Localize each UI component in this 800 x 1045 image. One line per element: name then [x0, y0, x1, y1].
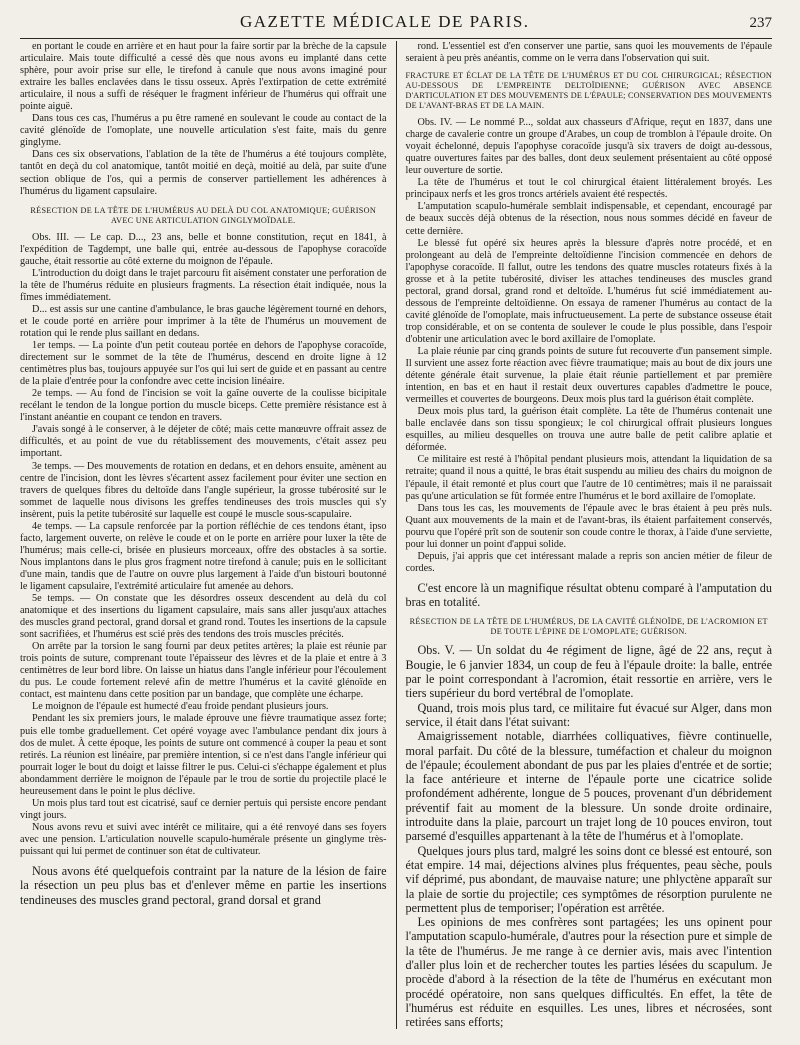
page-number: 237: [749, 15, 772, 31]
section-heading: FRACTURE ET ÉCLAT DE LA TÊTE DE L'HUMÉRUS ET DU COL CHIRURGICAL; RÉSECTION AU-DESSOUS DE L'EMPREINTE DELTOÏDIENNE; GUÉRISON AVEC ABSENCE D'ARTICULATION ET DES MOUVEMENTS DE L'ÉPAULE; CONSERVATION DES MOUVEMENTS DE L'AVANT-BRAS ET DE LA MAIN.: [405, 71, 772, 111]
paragraph: Ce militaire est resté à l'hôpital pendant plusieurs mois, attendant la liquidation de sa retraite; quand il nous a quitté, le bras était suspendu au milieu des chairs du moignon de l'épaule, il était remonté et plus court que l'autre de 10 centimètres; mais il ne paraissait pas qu'une articulation se fût formée entre l'humérus et le bord axillaire de l'omoplate.: [405, 454, 772, 502]
paragraph: Depuis, j'ai appris que cet intéressant malade a repris son ancien métier de fileur de cordes.: [405, 550, 772, 574]
paragraph: Obs. V. — Un soldat du 4e régiment de ligne, âgé de 22 ans, reçut à Bougie, le 6 janvier 1834, un coup de feu à l'épaule droite: la balle, entrée par le point correspondant à l'acromion, était ressortie en arrière, vers le tiers supérieur du bord vertébral de l'omoplate.: [405, 643, 772, 701]
paragraph: J'avais songé à le conserver, à le déjeter de côté; mais cette manœuvre offrait assez de difficultés, et au point de vue du rétablissement des mouvements, c'était assez peu important.: [20, 424, 387, 460]
paragraph: C'est encore là un magnifique résultat obtenu comparé à l'amputation du bras en totalité.: [405, 580, 772, 610]
paragraph: Dans ces six observations, l'ablation de la tête de l'humérus a été toujours complète, tantôt en deçà du col anatomique, tantôt moitié en deçà, moitié au delà, par suite d'une section oblique de l'os, qui a permis de conserver partiellement les adhérences à l'humérus du ligament capsulaire.: [20, 149, 387, 197]
paragraph: 4e temps. — La capsule renforcée par la portion réfléchie de ces tendons étant, ipso facto, largement ouverte, on relève le coude et on le porte en arrière pour luxer la tête de l'humérus; mais celle-ci, brisée en plusieurs morceaux, offre des obstacles à sa sortie. Nous implantons dans le plus gros fragment notre tirefond à canule; puis en le sollicitant d'une main, tandis que de l'autre on ouvre plus largement à l'aide d'un bistouri boutonné le ligament capsulaire, l'extrémité articulaire fut amenée au dehors.: [20, 520, 387, 592]
paragraph: L'introduction du doigt dans le trajet parcouru fit aisément constater une perforation de la tête de l'humérus réduite en plusieurs fragments. La résection était indiquée, nous la fîmes immédiatement.: [20, 267, 387, 303]
paragraph: Quelques jours plus tard, malgré les soins dont ce blessé est entouré, son état empire. 14 mai, déjections alvines plus fréquentes, peau sèche, pouls vif déprimé, pus abondant, de mauvaise nature; une phlyctène apparaît sur la plaie de sortie du projectile; ces symptômes de résorption purulente ne permettent plus de temporiser; l'opération est arrêtée.: [405, 843, 772, 915]
paragraph: L'amputation scapulo-humérale semblait indispensable, et cependant, encouragé par de beaux succès déjà obtenus de la résection, nous nous sommes décidé en faveur de cette dernière.: [405, 201, 772, 237]
paragraph: Deux mois plus tard, la guérison était complète. La tête de l'humérus contenait une balle enclavée dans son tissu spongieux; le col chirurgical offrait plusieurs longues esquilles, au milieu desquelles on trouva une autre balle de petit calibre aplatie et déformée.: [405, 406, 772, 454]
paragraph: Un mois plus tard tout est cicatrisé, sauf ce dernier pertuis qui persiste encore pendant vingt jours.: [20, 797, 387, 821]
paragraph: Obs. IV. — Le nommé P..., soldat aux chasseurs d'Afrique, reçut en 1837, dans une charge de cavalerie contre un groupe d'Arabes, un coup de tromblon à l'épaule droite. On voyait échelonné, depuis l'apophyse coracoïde jusqu'à six travers de doigt au-dessous, quatre ouvertures faites par des balles, dont deux seulement présentaient au côté opposé leur ouverture de sortie.: [405, 117, 772, 177]
paragraph: Quand, trois mois plus tard, ce militaire fut évacué sur Alger, dans mon service, il était dans l'état suivant:: [405, 700, 772, 729]
paragraph: 2e temps. — Au fond de l'incision se voit la gaîne ouverte de la coulisse bicipitale recélant le tendon de la longue portion du muscle biceps. Cette première résistance est à l'instant anéantie en coupant ce tendon en travers.: [20, 388, 387, 424]
paragraph: 3e temps. — Des mouvements de rotation en dedans, et en dehors ensuite, amènent au centre de l'incision, dont les lèvres s'écartent assez facilement pour éviter une section en travers de quelques fibres du deltoïde dans l'angle supérieur, la grosse tubérosité sur le sommet de laquelle nous divisons les greffes tendineuses des trois muscles qui s'y insèrent, puis la petite tubérosité sur laquelle est coupé le muscle sous-scapulaire.: [20, 460, 387, 520]
paragraph: en portant le coude en arrière et en haut pour la faire sortir par la brèche de la capsule articulaire. Mais toute difficulté a cessé dès que nous avons eu implanté dans cette sphère, pour avoir prise sur elle, le tirefond à canule que nous avons imaginé pour extraire les balles enclavées dans le tissu osseux. Après l'extirpation de cette extrémité articulaire, il nous a suffi de réséquer le fragment inférieur de l'humérus qui offrait une pointe aiguë.: [20, 41, 387, 113]
right-column: [396, 41, 773, 1029]
paragraph: La tête de l'humérus et tout le col chirurgical étaient littéralement broyés. Les principaux nerfs et les gros troncs artériels avaient été respectés.: [405, 177, 772, 201]
left-column: [20, 41, 396, 1029]
paragraph: rond. L'essentiel est d'en conserver une partie, sans quoi les mouvements de l'épaule seraient à peu près anéantis, comme on le verra dans l'observation qui suit.: [405, 41, 772, 65]
paragraph: Nous avons revu et suivi avec intérêt ce militaire, qui a été renvoyé dans ses foyers avec une pension. L'articulation nouvelle scapulo-humérale présente un ginglyme très-puissant qui lui permet de continuer son état de cultivateur.: [20, 821, 387, 857]
paragraph: Nous avons été quelquefois contraint par la nature de la lésion de faire la résection un peu plus bas et d'enlever même en partie les insertions tendineuses des muscles grand pectoral, grand dorsal et grand: [20, 864, 387, 907]
paragraph: Amaigrissement notable, diarrhées colliquatives, fièvre continuelle, moral parfait. Du côté de la blessure, tuméfaction et chaleur du moignon de l'épaule; écoulement abondant de pus par les plaies d'entrée et de sortie; la face antérieure et interne de l'épaule porte une cicatrice solide profondément adhérente, longue de 5 pouces, provenant d'un débridement préventif fait au moment de la blessure. Un sonde droite ordinaire, introduite dans la plaie, parcourt un trajet long de 10 pouces environ, tout parsemé d'esquilles appartenant à la tête de l'humérus et à l'omoplate.: [405, 729, 772, 844]
paragraph: D... est assis sur une cantine d'ambulance, le bras gauche légèrement tourné en dehors, et le coude porté en arrière pour imprimer à la tête de l'humérus un mouvement de rotation qui le rende plus saillant en dedans.: [20, 303, 387, 339]
paragraph: Dans tous ces cas, l'humérus a pu être ramené en soulevant le coude au contact de la cavité glénoïde de l'omoplate, une nouvelle articulation s'est faite, mais du genre ginglyme.: [20, 113, 387, 149]
text-columns: [20, 38, 772, 1029]
section-heading: RÉSECTION DE LA TÊTE DE L'HUMÉRUS AU DELÀ DU COL ANATOMIQUE; GUÉRISON AVEC UNE ARTICULATION GINGLYMOÏDALE.: [30, 205, 377, 225]
paragraph: La plaie réunie par cinq grands points de suture fut recouverte d'un pansement simple. Il survient une assez forte réaction avec fièvre traumatique; mais au bout de dix jours une détente générale était survenue, la plaie était réunie partiellement et par première intention, en bas et en haut il restait deux ouvertures capables d'admettre le pouce, vermeilles et couvertes de bourgeons. Deux mois plus tard la guérison était complète.: [405, 345, 772, 406]
paragraph: Pendant les six premiers jours, le malade éprouve une fièvre traumatique assez forte; puis elle tombe graduellement. Cet opéré voyage avec l'ambulance pendant dix jours à dos de mulet. À cette époque, les points de suture ont commencé à couper la peau et sont retirés. La réunion est linéaire, par première intention, si ce n'est dans l'angle inférieur qui pourrait loger le bout du doigt et laisse filtrer le pus. Celui-ci s'échappe également et plus abondamment derrière le moignon de l'épaule par le trou de sortie du projectile placé le heureusement dans le point le plus déclive.: [20, 713, 387, 797]
page-header: [20, 12, 772, 38]
section-heading: RÉSECTION DE LA TÊTE DE L'HUMÉRUS, DE LA CAVITÉ GLÉNOÏDE, DE L'ACROMION ET DE TOUTE L'ÉPINE DE L'OMOPLATE; GUÉRISON.: [409, 617, 768, 637]
paragraph: Dans tous les cas, les mouvements de l'épaule avec le bras étaient à peu près nuls. Quant aux mouvements de la main et de l'avant-bras, ils étaient parfaitement conservés, pourvu que l'opéré prît son de soutenir son coude contre le thorax, à l'aide d'une serviette, pour lui donner un point d'appui solide.: [405, 502, 772, 550]
paragraph: 1er temps. — La pointe d'un petit couteau portée en dehors de l'apophyse coracoïde, directement sur le sommet de la tête de l'humérus, descend en droite ligne à 12 centimètres plus bas, toujours appuyée sur l'os qui lui sert de guide et en passant au centre de la plaie d'entrée pour la confondre avec cette incision linéaire.: [20, 340, 387, 388]
paragraph: Obs. III. — Le cap. D..., 23 ans, belle et bonne constitution, reçut en 1841, à l'expédition de Tagdempt, une balle qui, entrée au-dessous de l'apophyse coracoïde gauche, était ressortie au côté externe du moignon de l'épaule.: [20, 231, 387, 267]
paragraph: Le moignon de l'épaule est humecté d'eau froide pendant plusieurs jours.: [32, 701, 329, 713]
paragraph: Le blessé fut opéré six heures après la blessure d'après notre procédé, et en prolongeant au delà de l'empreinte deltoïdienne l'incision commencée en dehors de l'apophyse coracoïde. Il fallut, outre les tendons des quatre muscles rotateurs fixés à la grosse et à la petite tubérosité, diviser les attaches tendineuses des muscles grand pectoral, grand dorsal, grand rond et deltoïde. L'humérus fut scié immédiatement au-dessous de l'empreinte deltoïdienne. On essaya de ramener l'humérus au contact de la cavité glénoïde de l'omoplate, mais infructueusement. La perte de substance osseuse était trop considérable, et on se contenta de soulever le coude le plus possible, dans l'espoir d'obtenir une articulation avec le bord axillaire de l'omoplate.: [405, 237, 772, 345]
paragraph: On arrête par la torsion le sang fourni par deux petites artères; la plaie est réunie par trois points de suture, comprenant toute l'épaisseur des lèvres et de la plaie et entre à 3 centimètres de leur bord libre. On laisse un hiatus dans l'angle inférieur pour l'écoulement du pus. Le coude fortement relevé afin de mettre l'humérus et la cavité glénoïde en contact, est maintenu dans cette position par un bandage, que complète une écharpe.: [20, 641, 387, 701]
journal-title: GAZETTE MÉDICALE DE PARIS.: [239, 12, 530, 31]
paragraph: Les opinions de mes confrères sont partagées; les uns opinent pour l'amputation scapulo-humérale, d'autres pour la résection pure et simple de la tête de l'humérus. Je me range à ce dernier avis, mais avec l'intention d'aller plus loin et de rechercher toutes les parties lésées du scapulum. Je procède d'abord à la résection de la tête de l'humérus en exécutant mon procédé opératoire, non sans quelques difficultés. En effet, la tête de l'humérus est réduite en esquilles. Les unes, libres et nécrosées, sont retirées sans efforts;: [405, 915, 772, 1030]
paragraph: 5e temps. — On constate que les désordres osseux descendent au delà du col anatomique et des insertions du ligament capsulaire, mais sans aller jusqu'aux attaches des muscles grand pectoral, grand dorsal et grand rond. Toutes les insertions de la capsule sont sacrifiées, et l'humérus est scié près des tendons des trois muscles précités.: [20, 593, 387, 641]
